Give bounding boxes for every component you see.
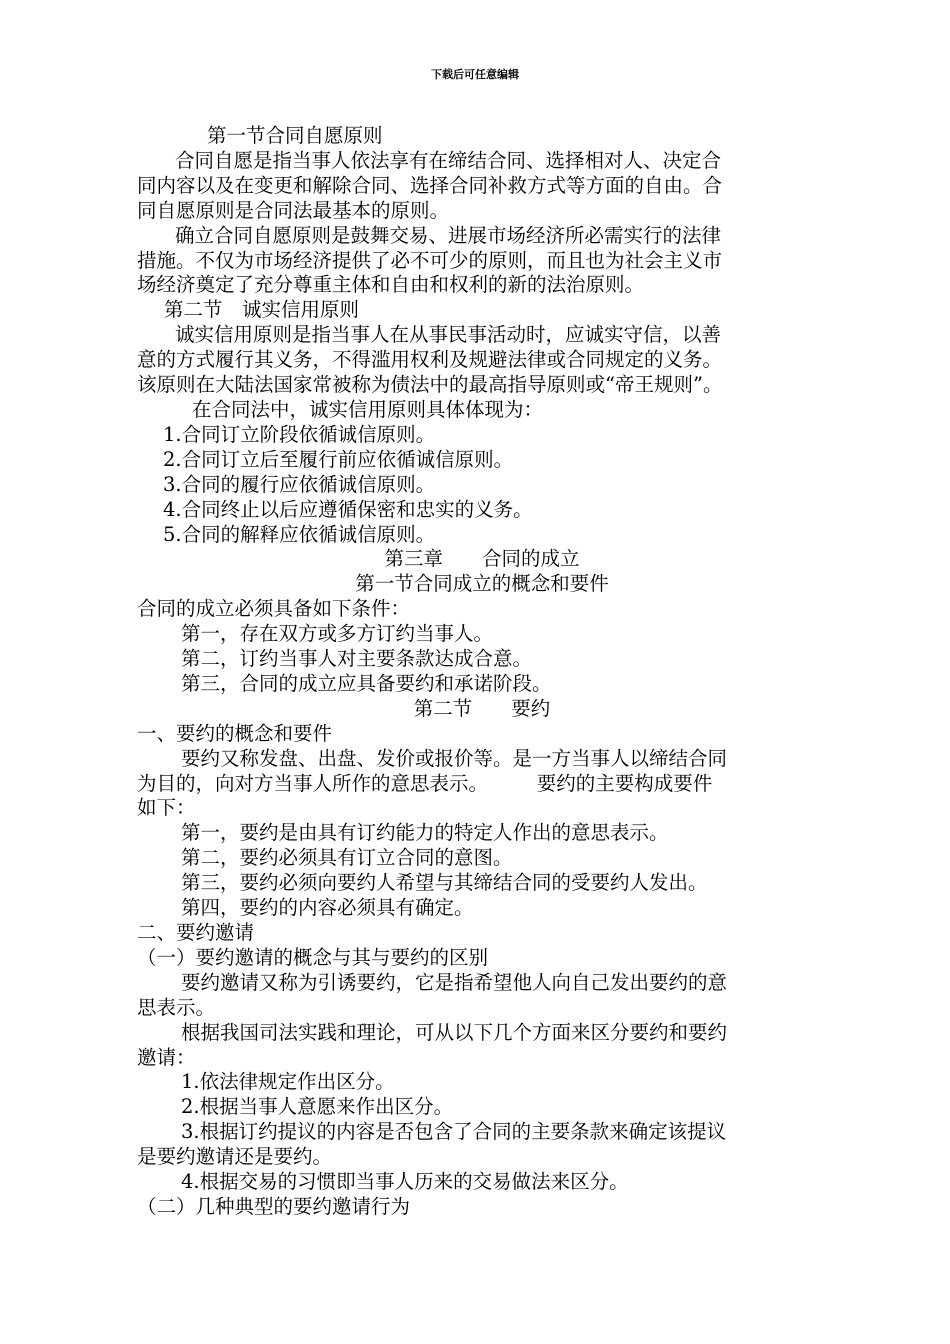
subheading: 一、要约的概念和要件: [137, 721, 333, 745]
section-heading: 第二节 诚实信用原则: [164, 298, 360, 322]
list-item: 第三，合同的成立应具备要约和承诺阶段。: [181, 671, 552, 695]
subheading: （二）几种典型的要约邀请行为: [137, 1194, 411, 1218]
section-heading: 第一节合同成立的概念和要件: [355, 572, 609, 596]
subheading: 二、要约邀请: [137, 921, 255, 944]
section-heading: 第二节 要约: [413, 696, 551, 720]
list-item: 4.根据交易的习惯即当事人历来的交易做法来区分。: [181, 1170, 629, 1194]
paragraph-line: 意的方式履行其义务，不得滥用权利及规避法律或合同规定的义务。: [137, 348, 723, 372]
paragraph-line: 同内容以及在变更和解除合同、选择合同补救方式等方面的自由。合: [137, 173, 723, 197]
list-item: 3.合同的履行应依循诚信原则。: [163, 472, 436, 496]
paragraph-line: 要约又称发盘、出盘、发价或报价等。是一方当事人以缔结合同: [181, 746, 728, 770]
subheading: （一）要约邀请的概念与其与要约的区别: [137, 945, 489, 969]
paragraph-line: 确立合同自愿原则是鼓舞交易、进展市场经济所必需实行的法律: [175, 223, 722, 247]
paragraph-line: 场经济奠定了充分尊重主体和自由和权利的新的法治原则。: [137, 273, 645, 297]
list-item: 第四，要约的内容必须具有确定。: [181, 896, 474, 920]
list-item: 4.合同终止以后应遵循保密和忠实的义务。: [163, 497, 533, 521]
paragraph-line: 为目的，向对方当事人所作的意思表示。 要约的主要构成要件: [137, 771, 713, 795]
paragraph-line: 思表示。: [137, 995, 216, 1019]
document-body: [137, 124, 827, 1220]
list-item: 2.根据当事人意愿来作出区分。: [181, 1095, 454, 1119]
list-item: 第二，订约当事人对主要条款达成合意。: [181, 647, 533, 671]
paragraph-line: 该原则在大陆法国家常被称为债法中的最高指导原则或“帝王规则”。: [137, 373, 723, 397]
list-item: 3.根据订约提议的内容是否包含了合同的主要条款来确定该提议: [181, 1120, 727, 1144]
list-item: 第三，要约必须向要约人希望与其缔结合同的受要约人发出。: [181, 871, 708, 895]
list-item: 第一，要约是由具有订约能力的特定人作出的意思表示。: [181, 821, 669, 845]
list-item: 第一，存在双方或多方订约当事人。: [181, 622, 494, 646]
list-item: 第二，要约必须具有订立合同的意图。: [181, 846, 513, 870]
chapter-heading: 第三章 合同的成立: [384, 547, 580, 571]
paragraph-line: 要约邀请又称为引诱要约，它是指希望他人向自己发出要约的意: [181, 970, 728, 994]
list-item: 1.合同订立阶段依循诚信原则。: [163, 422, 436, 446]
paragraph-line: 合同的成立必须具备如下条件：: [137, 597, 411, 621]
paragraph-line: 合同自愿是指当事人依法享有在缔结合同、选择相对人、决定合: [175, 148, 722, 172]
paragraph-line: 如下：: [137, 796, 196, 820]
paragraph-line: 是要约邀请还是要约。: [137, 1145, 333, 1169]
paragraph-line: 在合同法中，诚实信用原则具体体现为：: [192, 397, 544, 421]
paragraph-line: 根据我国司法实践和理论，可从以下几个方面来区分要约和要约: [181, 1020, 728, 1044]
paragraph-line: 邀请：: [137, 1045, 196, 1069]
list-item: 1.依法律规定作出区分。: [181, 1070, 395, 1094]
paragraph-line: 同自愿原则是合同法最基本的原则。: [137, 198, 450, 222]
list-item: 5.合同的解释应依循诚信原则。: [163, 522, 436, 546]
list-item: 2.合同订立后至履行前应依循诚信原则。: [163, 447, 514, 471]
page-header: 下载后可任意编辑: [431, 68, 519, 81]
section-heading: 第一节合同自愿原则: [207, 124, 383, 147]
paragraph-line: 诚实信用原则是指当事人在从事民事活动时，应诚实守信，以善: [175, 323, 722, 347]
paragraph-line: 措施。不仅为市场经济提供了必不可少的原则，而且也为社会主义市: [137, 248, 723, 272]
